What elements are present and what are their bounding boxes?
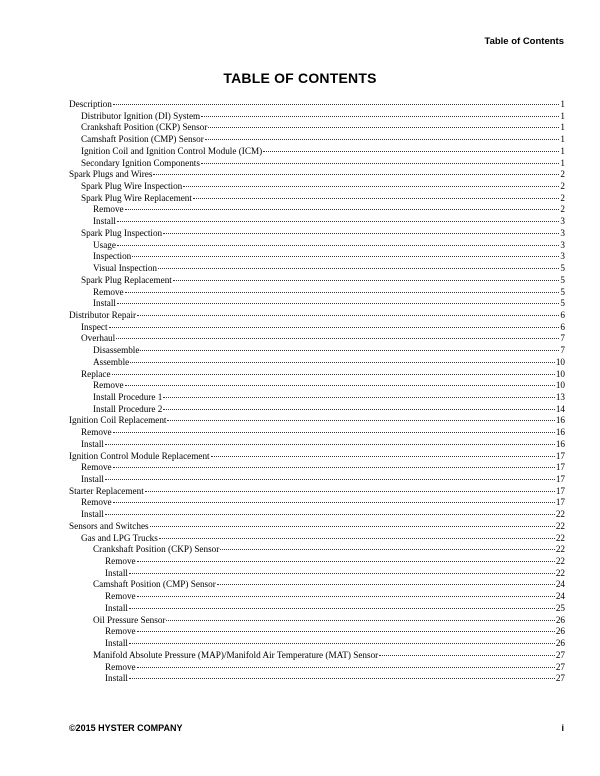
toc-entry-page-number: 2 [560, 204, 565, 215]
toc-entry-label: Remove [105, 556, 136, 567]
toc-entry-label: Crankshaft Position (CKP) Sensor [93, 544, 220, 555]
toc-entry[interactable] [69, 111, 565, 123]
toc-entry-page-number: 1 [560, 99, 565, 109]
toc-entry-page-number: 10 [555, 368, 565, 379]
toc-entry-label: Spark Plug Replacement [81, 274, 172, 285]
toc-entry[interactable] [69, 392, 565, 404]
toc-entry[interactable] [69, 369, 565, 381]
toc-entry-label: Oil Pressure Sensor [93, 614, 166, 625]
toc-entry[interactable] [69, 251, 565, 263]
toc-entry-label: Starter Replacement [69, 485, 144, 496]
toc-entry-label: Visual Inspection [93, 263, 158, 274]
toc-entry-label: Install [81, 438, 104, 449]
toc-entry[interactable] [69, 427, 565, 439]
toc-entry[interactable] [69, 158, 565, 170]
toc-entry-page-number: 6 [560, 309, 565, 320]
toc-entry-label: Crankshaft Position (CKP) Sensor [81, 122, 208, 133]
dot-leader [167, 420, 554, 421]
toc-entry[interactable] [69, 228, 565, 240]
dot-leader [130, 362, 555, 363]
toc-entry-label: Install [105, 673, 128, 684]
toc-entry-page-number: 26 [555, 626, 565, 637]
toc-entry-label: Description [69, 99, 112, 109]
dot-leader [211, 456, 555, 457]
toc-entry-page-number: 10 [555, 380, 565, 391]
toc-entry-page-number: 1 [560, 122, 565, 133]
toc-entry-page-number: 27 [555, 661, 565, 672]
dot-leader [159, 538, 555, 539]
dot-leader [116, 338, 559, 339]
toc-entry-label: Remove [81, 427, 112, 438]
toc-entry[interactable] [69, 579, 565, 591]
toc-entry-label: Install Procedure 2 [93, 403, 163, 414]
toc-entry-page-number: 16 [555, 415, 565, 426]
dot-leader [129, 573, 555, 574]
toc-entry-page-number: 24 [555, 579, 565, 590]
toc-entry[interactable] [69, 521, 565, 533]
toc-entry-page-number: 14 [555, 403, 565, 414]
toc-entry-page-number: 3 [560, 216, 565, 227]
toc-entry[interactable] [69, 181, 565, 193]
dot-leader [140, 350, 559, 351]
toc-entry-page-number: 7 [560, 333, 565, 344]
dot-leader [137, 596, 555, 597]
toc-entry-label: Remove [105, 626, 136, 637]
toc-entry-label: Spark Plug Wire Replacement [81, 192, 192, 203]
toc-entry-label: Install [93, 298, 116, 309]
toc-entry-label: Usage [93, 239, 116, 250]
dot-leader [193, 198, 559, 199]
running-header: Table of Contents [484, 36, 564, 47]
toc-entry-label: Sensors and Switches [69, 520, 149, 531]
dot-leader [105, 444, 555, 445]
toc-entry-page-number: 25 [555, 602, 565, 613]
toc-entry[interactable] [69, 544, 565, 556]
toc-entry-page-number: 22 [555, 509, 565, 520]
toc-entry-label: Remove [105, 661, 136, 672]
toc-entry[interactable] [69, 275, 565, 287]
toc-entry-page-number: 26 [555, 638, 565, 649]
dot-leader [125, 385, 555, 386]
toc-entry[interactable] [69, 415, 565, 427]
dot-leader [137, 631, 555, 632]
toc-entry[interactable] [69, 204, 565, 216]
toc-entry-label: Manifold Absolute Pressure (MAP)/Manifold Air Temperature (MAT) Sensor [93, 649, 379, 660]
dot-leader [137, 561, 555, 562]
toc-entry-label: Disassemble [93, 345, 140, 356]
toc-entry-label: Camshaft Position (CMP) Sensor [81, 134, 204, 145]
footer-page-number: i [561, 723, 564, 733]
toc-entry[interactable] [69, 533, 565, 545]
dot-leader [201, 116, 559, 117]
toc-entry-label: Overhaul [81, 333, 116, 344]
toc-entry-page-number: 3 [560, 227, 565, 238]
toc-entry[interactable] [69, 240, 565, 252]
toc-entry[interactable] [69, 287, 565, 299]
dot-leader [112, 374, 555, 375]
page-title: TABLE OF CONTENTS [223, 70, 377, 86]
toc-entry-page-number: 2 [560, 169, 565, 180]
toc-entry[interactable] [69, 404, 565, 416]
dot-leader [201, 163, 559, 164]
toc-entry[interactable] [69, 99, 565, 111]
toc-entry[interactable] [69, 134, 565, 146]
toc-entry[interactable] [69, 474, 565, 486]
toc-entry-page-number: 22 [555, 544, 565, 555]
dot-leader [125, 209, 560, 210]
toc-entry-page-number: 16 [555, 438, 565, 449]
dot-leader [117, 245, 559, 246]
toc-entry[interactable] [69, 122, 565, 134]
toc-entry-page-number: 22 [555, 567, 565, 578]
dot-leader [129, 643, 555, 644]
toc-entry-page-number: 5 [560, 274, 565, 285]
toc-entry-page-number: 17 [555, 462, 565, 473]
toc-entry-page-number: 10 [555, 356, 565, 367]
toc-entry[interactable] [69, 322, 565, 334]
toc-entry-page-number: 2 [560, 181, 565, 192]
toc-entry-page-number: 27 [555, 673, 565, 684]
toc-entry-label: Gas and LPG Trucks [81, 532, 158, 543]
toc-entry[interactable] [69, 169, 565, 181]
dot-leader [163, 397, 554, 398]
toc-entry[interactable] [69, 451, 565, 463]
dot-leader [163, 233, 559, 234]
toc-entry-label: Ignition Coil Replacement [69, 415, 167, 426]
toc-entry-page-number: 17 [555, 485, 565, 496]
toc-entry[interactable] [69, 556, 565, 568]
toc-entry-label: Spark Plug Inspection [81, 227, 163, 238]
toc-entry-label: Distributor Ignition (DI) System [81, 110, 201, 121]
toc-entry-page-number: 5 [560, 263, 565, 274]
toc-entry-label: Install [81, 509, 104, 520]
toc-list [69, 99, 565, 685]
toc-entry-label: Remove [93, 286, 124, 297]
toc-entry-label: Install [105, 567, 128, 578]
toc-entry-label: Install [105, 602, 128, 613]
toc-entry-page-number: 5 [560, 298, 565, 309]
toc-entry-label: Inspection [93, 251, 132, 262]
dot-leader [137, 315, 559, 316]
toc-entry[interactable] [69, 263, 565, 275]
dot-leader [113, 104, 560, 105]
toc-entry[interactable] [69, 216, 565, 228]
toc-entry[interactable] [69, 591, 565, 603]
toc-entry[interactable] [69, 357, 565, 369]
dot-leader [263, 151, 559, 152]
toc-entry-page-number: 1 [560, 110, 565, 121]
toc-entry[interactable] [69, 298, 565, 310]
toc-entry-label: Assemble [93, 356, 130, 367]
toc-entry[interactable] [69, 146, 565, 158]
toc-entry[interactable] [69, 345, 565, 357]
toc-entry-page-number: 17 [555, 497, 565, 508]
dot-leader [150, 526, 555, 527]
toc-entry-label: Install Procedure 1 [93, 391, 163, 402]
toc-entry-label: Install [81, 474, 104, 484]
toc-entry-page-number: 22 [555, 520, 565, 531]
dot-leader [205, 139, 560, 140]
toc-entry-page-number: 17 [555, 474, 565, 484]
toc-entry-page-number: 24 [555, 591, 565, 602]
toc-entry-label: Distributor Repair [69, 309, 137, 320]
dot-leader [117, 303, 559, 304]
toc-entry[interactable] [69, 662, 565, 674]
toc-entry[interactable] [69, 380, 565, 392]
toc-entry-label: Spark Plugs and Wires [69, 169, 153, 180]
dot-leader [163, 409, 554, 410]
dot-leader [166, 620, 554, 621]
dot-leader [132, 256, 559, 257]
dot-leader [183, 186, 559, 187]
dot-leader [129, 608, 555, 609]
toc-entry-label: Install [93, 216, 116, 227]
dot-leader [217, 584, 555, 585]
toc-entry[interactable] [69, 439, 565, 451]
toc-entry-page-number: 1 [560, 145, 565, 156]
toc-entry-page-number: 27 [555, 649, 565, 660]
toc-entry-label: Ignition Coil and Ignition Control Module (ICM) [81, 145, 263, 156]
toc-entry-label: Remove [93, 380, 124, 391]
toc-entry-label: Secondary Ignition Components [81, 157, 200, 168]
toc-entry-page-number: 22 [555, 556, 565, 567]
toc-entry[interactable] [69, 310, 565, 322]
dot-leader [173, 280, 560, 281]
toc-entry-page-number: 17 [555, 450, 565, 461]
toc-entry[interactable] [69, 462, 565, 474]
toc-entry-page-number: 16 [555, 427, 565, 438]
dot-leader [220, 549, 554, 550]
dot-leader [113, 467, 555, 468]
toc-entry-page-number: 7 [560, 345, 565, 356]
dot-leader [117, 221, 559, 222]
toc-entry-page-number: 22 [555, 532, 565, 543]
toc-entry[interactable] [69, 603, 565, 615]
toc-entry[interactable] [69, 650, 565, 662]
toc-entry[interactable] [69, 497, 565, 509]
toc-entry-page-number: 1 [560, 157, 565, 168]
toc-entry-label: Camshaft Position (CMP) Sensor [93, 579, 216, 590]
toc-entry-label: Remove [81, 462, 112, 473]
dot-leader [125, 292, 560, 293]
dot-leader [109, 327, 560, 328]
toc-entry-page-number: 6 [560, 321, 565, 332]
toc-entry-label: Install [105, 638, 128, 649]
toc-entry-label: Replace [81, 368, 111, 379]
toc-entry-label: Remove [93, 204, 124, 215]
toc-entry-label: Remove [81, 497, 112, 508]
toc-entry-label: Inspect [81, 321, 108, 332]
toc-entry-page-number: 2 [560, 192, 565, 203]
toc-entry[interactable] [69, 193, 565, 205]
toc-entry-label: Ignition Control Module Replacement [69, 450, 210, 461]
toc-entry[interactable] [69, 615, 565, 627]
dot-leader [158, 268, 559, 269]
toc-entry-page-number: 5 [560, 286, 565, 297]
toc-entry-page-number: 1 [560, 134, 565, 145]
toc-entry[interactable] [69, 673, 565, 685]
toc-entry-page-number: 13 [555, 391, 565, 402]
dot-leader [137, 667, 555, 668]
dot-leader [105, 514, 555, 515]
toc-entry-label: Spark Plug Wire Inspection [81, 181, 183, 192]
toc-entry[interactable] [69, 509, 565, 521]
toc-entry-page-number: 26 [555, 614, 565, 625]
dot-leader [105, 479, 555, 480]
dot-leader [145, 491, 555, 492]
toc-entry[interactable] [69, 486, 565, 498]
dot-leader [113, 502, 555, 503]
toc-entry-page-number: 3 [560, 239, 565, 250]
dot-leader [129, 678, 555, 679]
toc-entry[interactable] [69, 626, 565, 638]
dot-leader [153, 174, 559, 175]
toc-entry[interactable] [69, 333, 565, 345]
toc-entry-page-number: 3 [560, 251, 565, 262]
dot-leader [208, 127, 559, 128]
toc-entry[interactable] [69, 638, 565, 650]
toc-entry[interactable] [69, 568, 565, 580]
dot-leader [113, 432, 555, 433]
dot-leader [379, 655, 555, 656]
footer-copyright: ©2015 HYSTER COMPANY [69, 723, 183, 733]
toc-entry-label: Remove [105, 591, 136, 602]
